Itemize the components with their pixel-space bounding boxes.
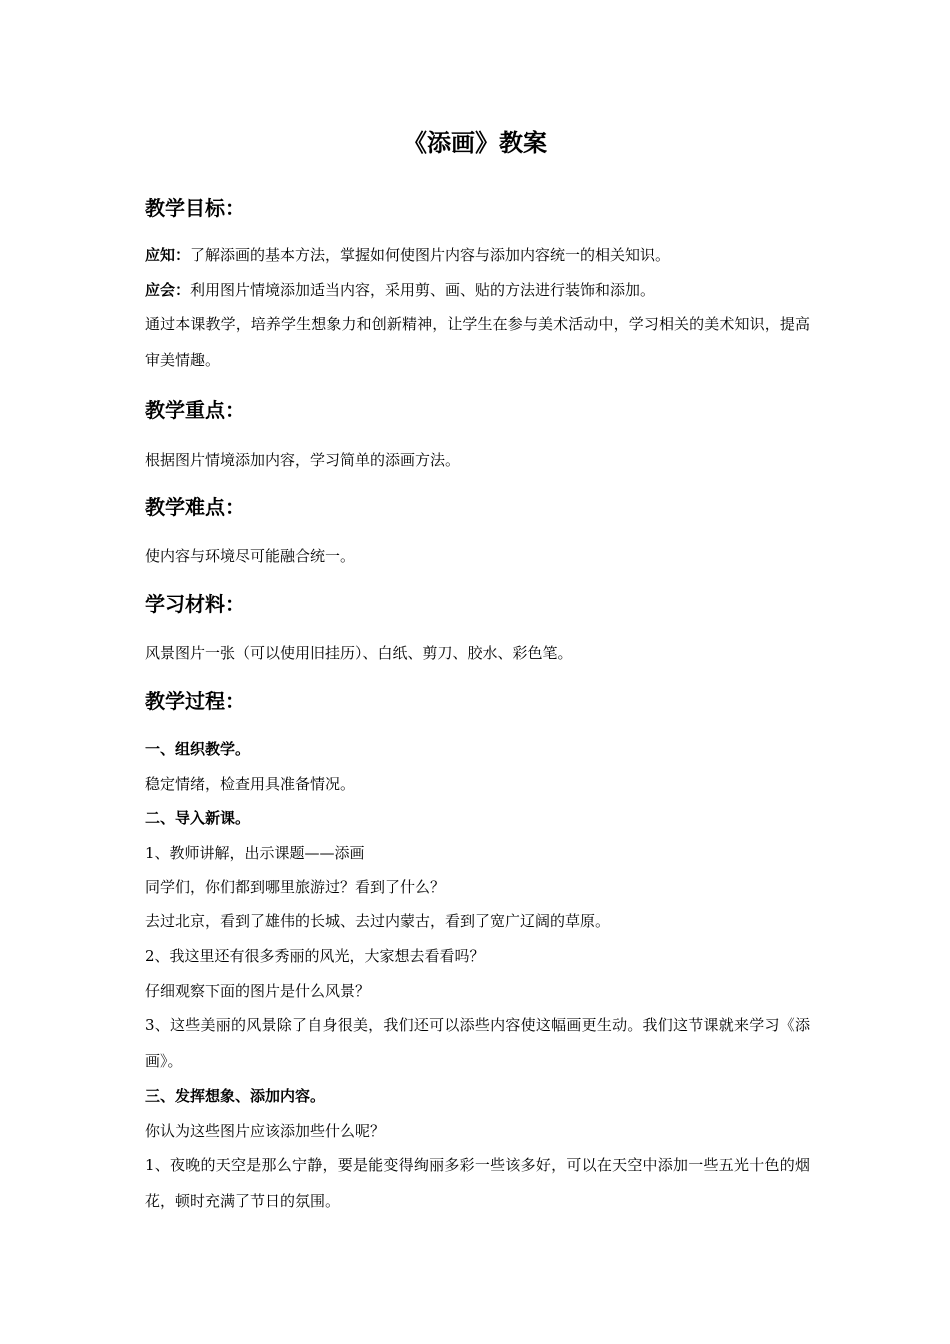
goal-can-label: 应会： — [145, 281, 191, 299]
heading-difficulties: 教学难点： — [145, 495, 245, 519]
goal-know-label: 应知： — [145, 246, 191, 264]
difficulties-text: 使内容与环境尽可能融合统一。 — [145, 547, 356, 565]
step2-line2: 同学们，你们都到哪里旅游过？看到了什么？ — [145, 878, 446, 896]
materials-text: 风景图片一张（可以使用旧挂历）、白纸、剪刀、胶水、彩色笔。 — [145, 644, 573, 662]
goal-can-text: 利用图片情境添加适当内容，采用剪、画、贴的方法进行装饰和添加。 — [190, 281, 656, 299]
step1-text: 稳定情绪，检查用具准备情况。 — [145, 775, 356, 793]
step3-line2: 1、夜晚的天空是那么宁静，要是能变得绚丽多彩一些该多好，可以在天空中添加一些五光十色的烟花，顿时充满了节日的氛围。 — [145, 1156, 810, 1210]
goal-know-text: 了解添画的基本方法，掌握如何使图片内容与添加内容统一的相关知识。 — [190, 246, 671, 264]
goal-can — [145, 280, 810, 300]
step2-line6: 3、这些美丽的风景除了自身很美，我们还可以添些内容使这幅画更生动。我们这节课就来学习《添画》。 — [145, 1016, 810, 1070]
heading-process: 教学过程： — [145, 689, 245, 713]
step2-line3: 去过北京，看到了雄伟的长城、去过内蒙古，看到了宽广辽阔的草原。 — [145, 912, 611, 930]
step2-line5: 仔细观察下面的图片是什么风景？ — [145, 982, 371, 1000]
heading-key-points: 教学重点： — [145, 398, 245, 422]
goal-know — [145, 245, 810, 265]
step3-line1: 你认为这些图片应该添加些什么呢？ — [145, 1122, 386, 1140]
key-points-text: 根据图片情境添加内容，学习简单的添画方法。 — [145, 451, 461, 469]
heading-teaching-goals: 教学目标： — [145, 196, 245, 220]
heading-materials: 学习材料： — [145, 592, 245, 616]
step3-title: 三、发挥想象、添加内容。 — [145, 1087, 326, 1105]
document-title: 《添画》教案 — [403, 129, 547, 157]
step1-title: 一、组织教学。 — [145, 740, 251, 758]
step2-line1: 1、教师讲解，出示课题——添画 — [145, 844, 365, 862]
step2-title: 二、导入新课。 — [145, 809, 251, 827]
goal-paragraph: 通过本课教学，培养学生想象力和创新精神，让学生在参与美术活动中，学习相关的美术知识，提高审美情趣。 — [145, 315, 810, 369]
step2-line4: 2、我这里还有很多秀丽的风光，大家想去看看吗？ — [145, 947, 485, 965]
